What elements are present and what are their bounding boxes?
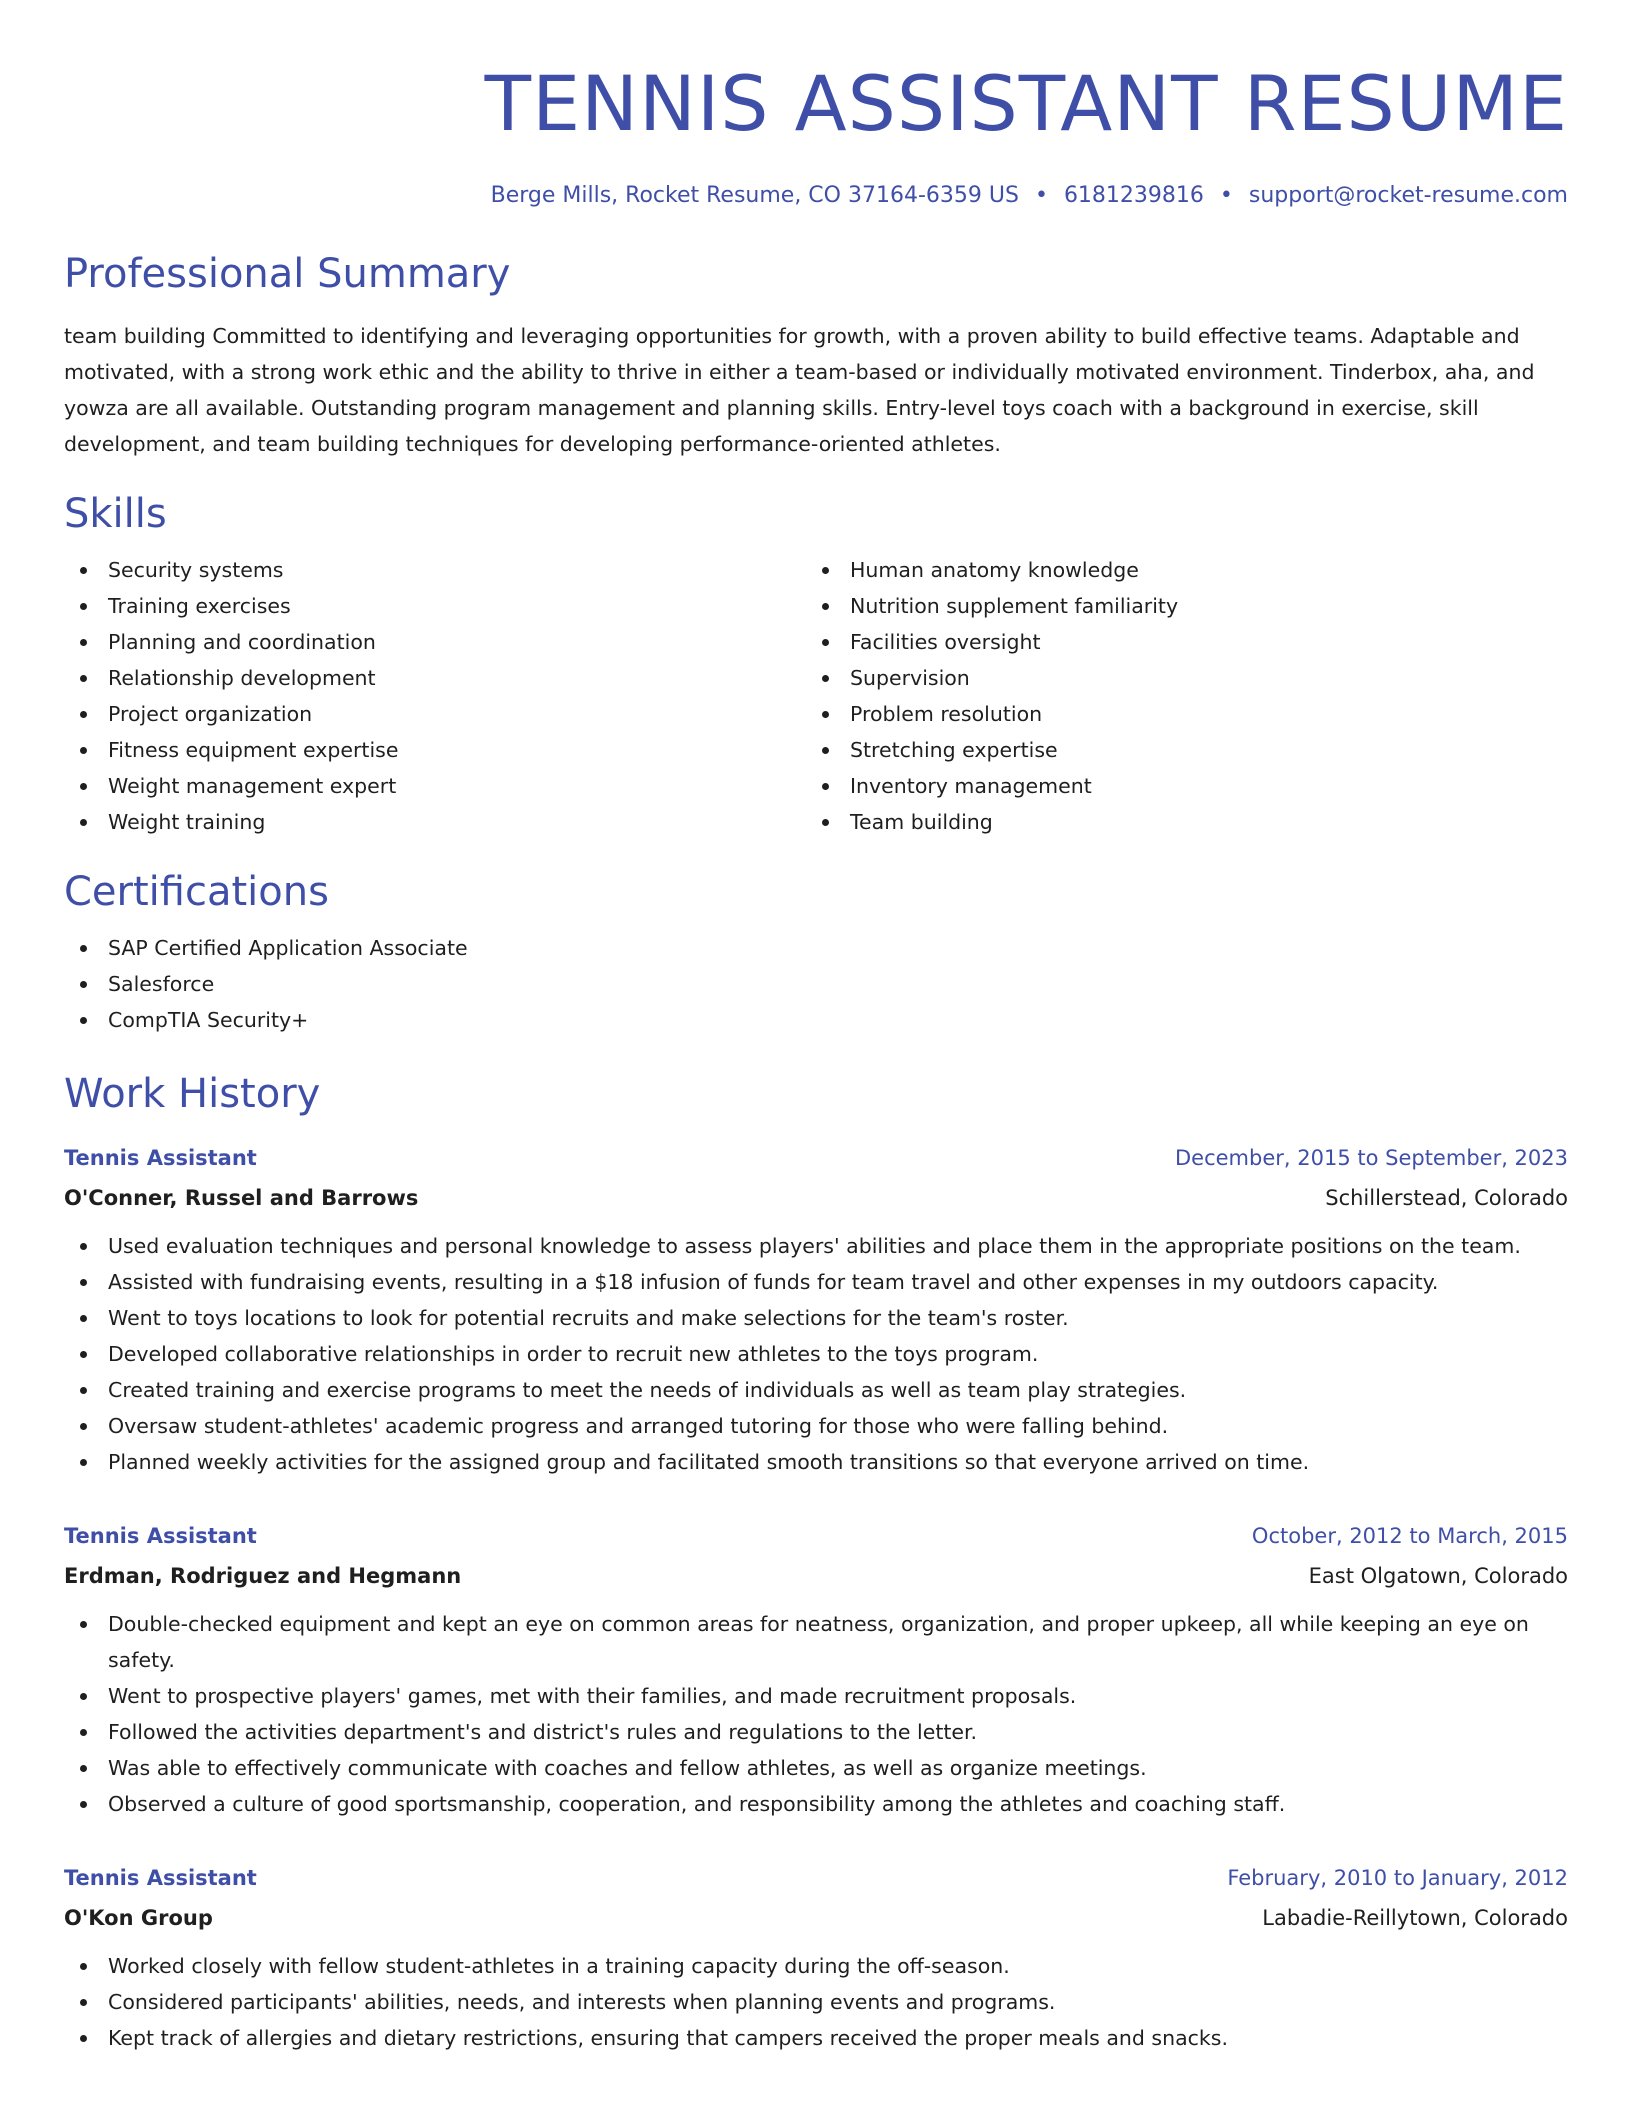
skill-item: Nutrition supplement familiarity [806,588,1548,624]
job-title: Tennis Assistant [64,1146,257,1170]
job-title: Tennis Assistant [64,1866,257,1890]
job-header-row [64,1138,1568,1178]
summary-heading: Professional Summary [64,251,511,297]
job-bullets [64,1228,1568,1480]
contact-address: Berge Mills, Rocket Resume, CO 37164-6359 US [490,183,1019,208]
job-company: Erdman, Rodriguez and Hegmann [64,1564,462,1588]
skill-item: Supervision [806,660,1548,696]
job-title: Tennis Assistant [64,1524,257,1548]
skills-list-left [64,552,806,840]
skill-item: Planning and coordination [64,624,806,660]
skills-heading: Skills [64,491,167,537]
job-bullet: Followed the activities department's and district's rules and regulations to the letter. [64,1714,1568,1750]
certification-item: SAP Certified Application Associate [64,930,1568,966]
job-entry [64,1858,1568,2056]
summary-text: team building Committed to identifying and leveraging opportunities for growth, with a proven ability to build effective teams. Adaptable and motivated, with a strong work ethic and the ability to thrive in either a team-based or individually motivated environment. Tinderbox, aha, and yowza are all available. Outstanding program management and planning skills. Entry-level toys coach with a background in exercise, skill development, and team building techniques for developing performance-oriented athletes. [64,324,1535,456]
job-company-row [64,1178,1568,1218]
job-bullet: Was able to effectively communicate with coaches and fellow athletes, as well as organize meetings. [64,1750,1568,1786]
job-company: O'Kon Group [64,1906,213,1930]
contact-separator: • [1219,183,1233,208]
job-bullet: Went to prospective players' games, met with their families, and made recruitment proposals. [64,1678,1568,1714]
skill-item: Project organization [64,696,806,732]
resume-title: TENNIS ASSISTANT RESUME [484,59,1568,148]
skill-item: Training exercises [64,588,806,624]
skills-grid [64,552,1568,840]
job-entry [64,1138,1568,1480]
job-header-row [64,1858,1568,1898]
skill-item: Problem resolution [806,696,1548,732]
job-bullets [64,1948,1568,2056]
job-header-row [64,1516,1568,1556]
skill-item: Stretching expertise [806,732,1548,768]
job-company-row [64,1556,1568,1596]
contact-phone: 6181239816 [1063,183,1204,208]
certifications-heading: Certifications [64,869,329,915]
job-company-row [64,1898,1568,1938]
job-bullet: Considered participants' abilities, needs, and interests when planning events and programs. [64,1984,1568,2020]
job-bullet: Observed a culture of good sportsmanship, cooperation, and responsibility among the athletes and coaching staff. [64,1786,1568,1822]
job-bullet: Double-checked equipment and kept an eye on common areas for neatness, organization, and proper upkeep, all while keeping an eye on safety. [64,1606,1568,1678]
job-company: O'Conner, Russel and Barrows [64,1186,419,1210]
job-location: Schillerstead, Colorado [1325,1186,1568,1210]
job-dates: February, 2010 to January, 2012 [1227,1866,1568,1890]
contact-separator: • [1034,183,1048,208]
skill-item: Team building [806,804,1548,840]
job-entry [64,1516,1568,1822]
job-location: Labadie-Reillytown, Colorado [1262,1906,1568,1930]
skill-item: Inventory management [806,768,1548,804]
skills-list-right [806,552,1548,840]
work-history-heading: Work History [64,1071,321,1117]
resume-page [64,0,1568,2056]
certifications-list [64,930,1568,1038]
skill-item: Facilities oversight [806,624,1548,660]
job-bullet: Kept track of allergies and dietary restrictions, ensuring that campers received the proper meals and snacks. [64,2020,1568,2056]
job-location: East Olgatown, Colorado [1308,1564,1568,1588]
contact-email[interactable]: support@rocket-resume.com [1248,183,1568,208]
contact-line [64,180,1568,212]
job-dates: October, 2012 to March, 2015 [1251,1524,1568,1548]
certification-item: Salesforce [64,966,1568,1002]
job-bullet: Went to toys locations to look for potential recruits and make selections for the team's roster. [64,1300,1568,1336]
skill-item: Fitness equipment expertise [64,732,806,768]
skill-item: Human anatomy knowledge [806,552,1548,588]
skill-item: Weight training [64,804,806,840]
skill-item: Relationship development [64,660,806,696]
job-bullet: Worked closely with fellow student-athletes in a training capacity during the off-season. [64,1948,1568,1984]
job-dates: December, 2015 to September, 2023 [1175,1146,1568,1170]
job-bullet: Planned weekly activities for the assigned group and facilitated smooth transitions so that everyone arrived on time. [64,1444,1568,1480]
job-bullet: Used evaluation techniques and personal knowledge to assess players' abilities and place them in the appropriate positions on the team. [64,1228,1568,1264]
job-bullet: Created training and exercise programs to meet the needs of individuals as well as team play strategies. [64,1372,1568,1408]
job-bullets [64,1606,1568,1822]
certification-item: CompTIA Security+ [64,1002,1568,1038]
job-bullet: Assisted with fundraising events, resulting in a $18 infusion of funds for team travel and other expenses in my outdoors capacity. [64,1264,1568,1300]
skill-item: Security systems [64,552,806,588]
job-bullet: Developed collaborative relationships in order to recruit new athletes to the toys program. [64,1336,1568,1372]
skill-item: Weight management expert [64,768,806,804]
job-bullet: Oversaw student-athletes' academic progress and arranged tutoring for those who were falling behind. [64,1408,1568,1444]
